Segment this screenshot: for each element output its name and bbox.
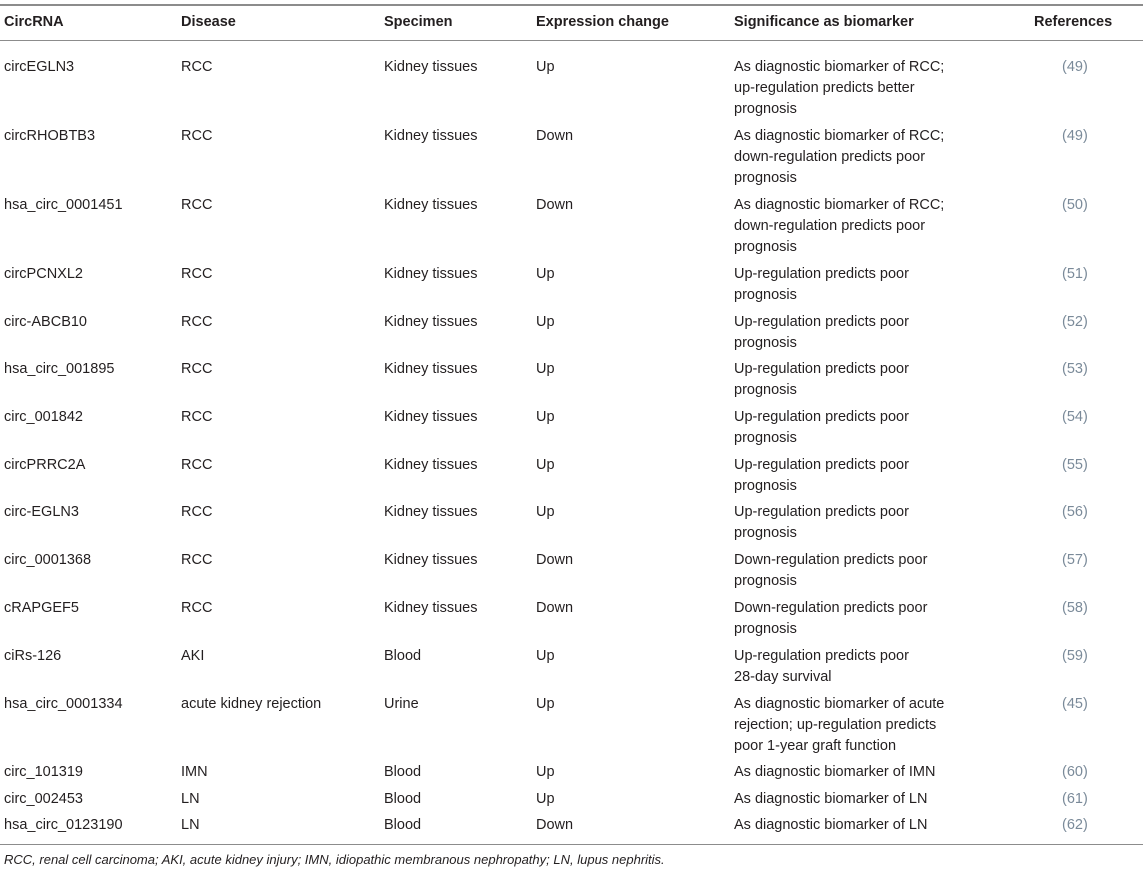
cell-expression-change: Up (536, 791, 555, 807)
cell-specimen: Blood (384, 791, 422, 807)
cell-expression-change: Up (536, 764, 555, 780)
cell-expression-change: Down (536, 600, 574, 616)
cell-disease: RCC (181, 314, 213, 330)
cell-reference-link[interactable]: (45) (1062, 696, 1088, 712)
cell-circrna: circRHOBTB3 (4, 128, 96, 144)
header-circrna: CircRNA (4, 14, 64, 30)
cell-significance-line: down-regulation predicts poor (734, 149, 926, 165)
cell-circrna: circ_002453 (4, 791, 83, 807)
table-top-rule (0, 4, 1143, 6)
cell-specimen: Blood (384, 764, 422, 780)
table-footnote: RCC, renal cell carcinoma; AKI, acute kidney injury; IMN, idiopathic membranous nephropathy; LN, lupus nephritis. (4, 852, 665, 867)
cell-significance-line: poor 1-year graft function (734, 738, 897, 754)
cell-disease: RCC (181, 361, 213, 377)
cell-significance-line: down-regulation predicts poor (734, 218, 926, 234)
cell-disease: LN (181, 817, 200, 833)
cell-disease: RCC (181, 197, 213, 213)
cell-reference-link[interactable]: (62) (1062, 817, 1088, 833)
cell-circrna: cRAPGEF5 (4, 600, 79, 616)
header-specimen: Specimen (384, 14, 453, 30)
cell-expression-change: Up (536, 266, 555, 282)
cell-significance-line: Down-regulation predicts poor (734, 552, 928, 568)
cell-significance-line: 28-day survival (734, 669, 832, 685)
cell-circrna: circPRRC2A (4, 457, 86, 473)
cell-significance-line: As diagnostic biomarker of IMN (734, 764, 936, 780)
cell-specimen: Blood (384, 648, 422, 664)
cell-specimen: Kidney tissues (384, 600, 478, 616)
cell-significance-line: Up-regulation predicts poor (734, 648, 909, 664)
cell-reference-link[interactable]: (51) (1062, 266, 1088, 282)
cell-disease: RCC (181, 552, 213, 568)
cell-circrna: circ-EGLN3 (4, 504, 79, 520)
cell-expression-change: Down (536, 128, 574, 144)
cell-reference-link[interactable]: (58) (1062, 600, 1088, 616)
cell-significance-line: Down-regulation predicts poor (734, 600, 928, 616)
cell-significance-line: prognosis (734, 478, 797, 494)
cell-specimen: Kidney tissues (384, 552, 478, 568)
cell-disease: acute kidney rejection (181, 696, 322, 712)
cell-disease: RCC (181, 409, 213, 425)
cell-reference-link[interactable]: (52) (1062, 314, 1088, 330)
cell-significance-line: Up-regulation predicts poor (734, 266, 909, 282)
cell-significance-line: prognosis (734, 382, 797, 398)
cell-reference-link[interactable]: (60) (1062, 764, 1088, 780)
cell-specimen: Kidney tissues (384, 59, 478, 75)
cell-reference-link[interactable]: (49) (1062, 59, 1088, 75)
cell-significance-line: prognosis (734, 525, 797, 541)
cell-reference-link[interactable]: (55) (1062, 457, 1088, 473)
cell-expression-change: Up (536, 504, 555, 520)
cell-significance-line: prognosis (734, 573, 797, 589)
cell-significance-line: As diagnostic biomarker of RCC; (734, 128, 945, 144)
cell-specimen: Kidney tissues (384, 197, 478, 213)
cell-circrna: hsa_circ_0001334 (4, 696, 123, 712)
cell-significance-line: rejection; up-regulation predicts (734, 717, 937, 733)
cell-significance-line: prognosis (734, 430, 797, 446)
cell-reference-link[interactable]: (61) (1062, 791, 1088, 807)
cell-significance-line: prognosis (734, 239, 797, 255)
cell-disease: RCC (181, 504, 213, 520)
cell-specimen: Kidney tissues (384, 457, 478, 473)
cell-disease: LN (181, 791, 200, 807)
table-bottom-rule (0, 844, 1143, 845)
cell-expression-change: Up (536, 648, 555, 664)
cell-specimen: Kidney tissues (384, 409, 478, 425)
cell-expression-change: Up (536, 314, 555, 330)
cell-disease: RCC (181, 59, 213, 75)
header-disease: Disease (181, 14, 236, 30)
cell-circrna: ciRs-126 (4, 648, 62, 664)
cell-significance-line: As diagnostic biomarker of RCC; (734, 197, 945, 213)
cell-disease: RCC (181, 457, 213, 473)
cell-circrna: circ-ABCB10 (4, 314, 87, 330)
cell-disease: RCC (181, 600, 213, 616)
header-significance: Significance as biomarker (734, 14, 914, 30)
cell-expression-change: Up (536, 59, 555, 75)
cell-disease: RCC (181, 128, 213, 144)
cell-expression-change: Up (536, 361, 555, 377)
cell-specimen: Kidney tissues (384, 314, 478, 330)
cell-reference-link[interactable]: (56) (1062, 504, 1088, 520)
cell-reference-link[interactable]: (50) (1062, 197, 1088, 213)
cell-circrna: circEGLN3 (4, 59, 75, 75)
cell-circrna: hsa_circ_001895 (4, 361, 115, 377)
cell-significance-line: As diagnostic biomarker of LN (734, 817, 928, 833)
cell-disease: AKI (181, 648, 205, 664)
cell-reference-link[interactable]: (53) (1062, 361, 1088, 377)
header-references: References (1034, 14, 1113, 30)
table-header-rule (0, 40, 1143, 41)
cell-disease: RCC (181, 266, 213, 282)
cell-circrna: hsa_circ_0123190 (4, 817, 123, 833)
cell-significance-line: Up-regulation predicts poor (734, 361, 909, 377)
cell-significance-line: Up-regulation predicts poor (734, 314, 909, 330)
cell-reference-link[interactable]: (59) (1062, 648, 1088, 664)
cell-significance-line: As diagnostic biomarker of LN (734, 791, 928, 807)
cell-specimen: Kidney tissues (384, 266, 478, 282)
cell-significance-line: Up-regulation predicts poor (734, 457, 909, 473)
header-expression-change: Expression change (536, 14, 669, 30)
cell-significance-line: prognosis (734, 621, 797, 637)
cell-reference-link[interactable]: (57) (1062, 552, 1088, 568)
cell-significance-line: As diagnostic biomarker of RCC; (734, 59, 945, 75)
cell-significance-line: prognosis (734, 287, 797, 303)
cell-significance-line: prognosis (734, 170, 797, 186)
cell-reference-link[interactable]: (49) (1062, 128, 1088, 144)
cell-significance-line: prognosis (734, 101, 797, 117)
cell-circrna: hsa_circ_0001451 (4, 197, 123, 213)
cell-circrna: circ_0001368 (4, 552, 92, 568)
cell-expression-change: Up (536, 409, 555, 425)
cell-significance-line: prognosis (734, 335, 797, 351)
cell-expression-change: Up (536, 457, 555, 473)
cell-disease: IMN (181, 764, 208, 780)
cell-expression-change: Up (536, 696, 555, 712)
cell-expression-change: Down (536, 817, 574, 833)
cell-significance-line: Up-regulation predicts poor (734, 409, 909, 425)
cell-significance-line: Up-regulation predicts poor (734, 504, 909, 520)
cell-expression-change: Down (536, 197, 574, 213)
cell-circrna: circPCNXL2 (4, 266, 83, 282)
cell-specimen: Kidney tissues (384, 504, 478, 520)
cell-reference-link[interactable]: (54) (1062, 409, 1088, 425)
cell-circrna: circ_001842 (4, 409, 83, 425)
cell-specimen: Urine (384, 696, 419, 712)
cell-significance-line: As diagnostic biomarker of acute (734, 696, 945, 712)
cell-specimen: Kidney tissues (384, 361, 478, 377)
cell-circrna: circ_101319 (4, 764, 83, 780)
cell-expression-change: Down (536, 552, 574, 568)
cell-specimen: Kidney tissues (384, 128, 478, 144)
cell-significance-line: up-regulation predicts better (734, 80, 915, 96)
cell-specimen: Blood (384, 817, 422, 833)
